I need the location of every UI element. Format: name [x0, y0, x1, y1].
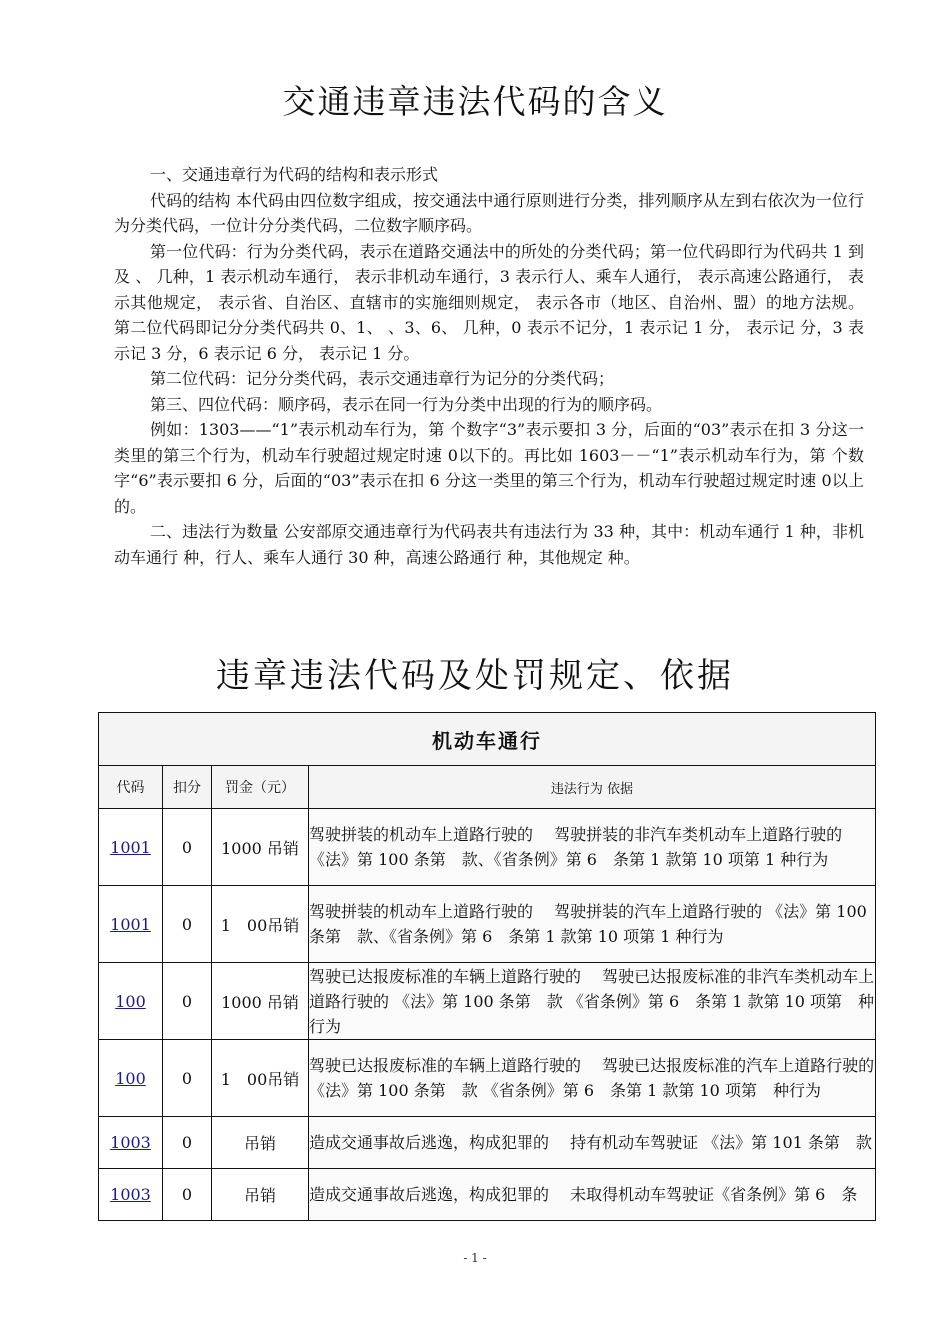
table-group-title: 机动车通行 — [99, 713, 876, 766]
paragraph: 一、交通违章行为代码的结构和表示形式 — [150, 165, 439, 184]
fine-cell: 1000 吊销 — [212, 963, 309, 1040]
section-title: 违章违法代码及处罚规定、依据 — [216, 656, 734, 696]
code-link[interactable]: 1001 — [110, 914, 151, 934]
fine-cell: 吊销 — [212, 1117, 309, 1169]
header-fine: 罚金（元） — [212, 766, 309, 809]
points-cell: 0 — [163, 809, 212, 886]
violation-code-table — [98, 712, 876, 1221]
points-cell: 0 — [163, 886, 212, 963]
document-title: 交通违章违法代码的含义 — [282, 82, 668, 121]
code-cell — [99, 1040, 163, 1117]
page-number: - 1 - — [463, 1251, 487, 1265]
paragraph: 第一位代码：行为分类代码，表示在道路交通法中的所处的分类代码；第一位代码即行为代码共 1 到 及 、 几种，1 表示机动车通行， 表示非机动车通行，3 表示行人、乘车人通行， 表示高速公路通行， 表示其他规定， 表示省、自治区、直辖市的实施细则规定， 表示各市（地区、自治州、盟）的地方法规。 第二位代码即记分分类代码共 0、1、 、3、6、 几种，0 表示不记分，1 表示记 1 分， 表示记 分，3 表示记 3 分，6 表示记 6 分， 表示记 1 分。 — [114, 241, 864, 363]
code-link[interactable]: 1003 — [110, 1133, 151, 1152]
table-row — [99, 1040, 876, 1117]
violation-basis-cell: 驾驶拼装的机动车上道路行驶的 驾驶拼装的汽车上道路行驶的 《法》第 100 条第 款、《省条例》第 6 条第 1 款第 10 项第 1 种行为 — [309, 886, 876, 963]
table-row — [99, 1117, 876, 1169]
code-cell — [99, 1117, 163, 1169]
fine-cell: 1 00吊销 — [212, 1040, 309, 1117]
points-cell: 0 — [163, 1169, 212, 1221]
points-cell: 0 — [163, 1117, 212, 1169]
violation-basis-cell: 驾驶已达报废标准的车辆上道路行驶的 驾驶已达报废标准的非汽车类机动车上道路行驶的 《法》第 100 条第 款 《省条例》第 6 条第 1 款第 10 项第 种行为 — [309, 963, 876, 1040]
intro-text — [114, 162, 864, 570]
paragraph: 例如：1303——“1”表示机动车行为，第 个数字“3”表示要扣 3 分，后面的“03”表示在扣 3 分这一类里的第三个行为，机动车行驶超过规定时速 0以下的。再比如 1603－－“1”表示机动车行为，第 个数字“6”表示要扣 6 分，后面的“03”表示在扣 6 分这一类里的第三个行为，机动车行驶超过规定时速 0以上的。 — [114, 420, 864, 516]
code-link[interactable]: 1003 — [110, 1185, 151, 1204]
table-row — [99, 809, 876, 886]
violation-basis-cell: 驾驶拼装的机动车上道路行驶的 驾驶拼装的非汽车类机动车上道路行驶的 《法》第 100 条第 款、《省条例》第 6 条第 1 款第 10 项第 1 种行为 — [309, 809, 876, 886]
header-points: 扣分 — [163, 766, 212, 809]
code-link[interactable]: 100 — [115, 991, 146, 1011]
paragraph: 第三、四位代码：顺序码，表示在同一行为分类中出现的行为的顺序码。 — [150, 394, 663, 414]
fine-cell: 吊销 — [212, 1169, 309, 1221]
code-link[interactable]: 1001 — [110, 837, 151, 857]
paragraph: 二、违法行为数量 公安部原交通违章行为代码表共有违法行为 33 种，其中：机动车通行 1 种，非机动车通行 种，行人、乘车人通行 30 种，高速公路通行 种，其他规定 种。 — [114, 522, 864, 567]
table-header-row — [99, 766, 876, 809]
paragraph: 第二位代码：记分分类代码，表示交通违章行为记分的分类代码； — [150, 369, 615, 388]
table-row — [99, 1169, 876, 1221]
code-cell — [99, 1169, 163, 1221]
code-link[interactable]: 100 — [115, 1068, 146, 1088]
violation-basis-cell: 造成交通事故后逃逸，构成犯罪的 未取得机动车驾驶证《省条例》第 6 条 — [309, 1169, 876, 1221]
code-cell — [99, 886, 163, 963]
table-row — [99, 963, 876, 1040]
code-cell — [99, 963, 163, 1040]
code-cell — [99, 809, 163, 886]
violation-basis-cell: 造成交通事故后逃逸，构成犯罪的 持有机动车驾驶证 《法》第 101 条第 款 — [309, 1117, 876, 1169]
fine-cell: 1000 吊销 — [212, 809, 309, 886]
paragraph: 代码的结构 本代码由四位数字组成，按交通法中通行原则进行分类，排列顺序从左到右依次为一位行为分类代码，一位计分分类代码，二位数字顺序码。 — [114, 190, 864, 235]
table-row — [99, 886, 876, 963]
violation-basis-cell: 驾驶已达报废标准的车辆上道路行驶的 驾驶已达报废标准的汽车上道路行驶的 《法》第 100 条第 款 《省条例》第 6 条第 1 款第 10 项第 种行为 — [309, 1040, 876, 1117]
fine-cell: 1 00吊销 — [212, 886, 309, 963]
header-code: 代码 — [99, 766, 163, 809]
header-basis: 违法行为 依据 — [309, 766, 876, 809]
points-cell: 0 — [163, 963, 212, 1040]
points-cell: 0 — [163, 1040, 212, 1117]
